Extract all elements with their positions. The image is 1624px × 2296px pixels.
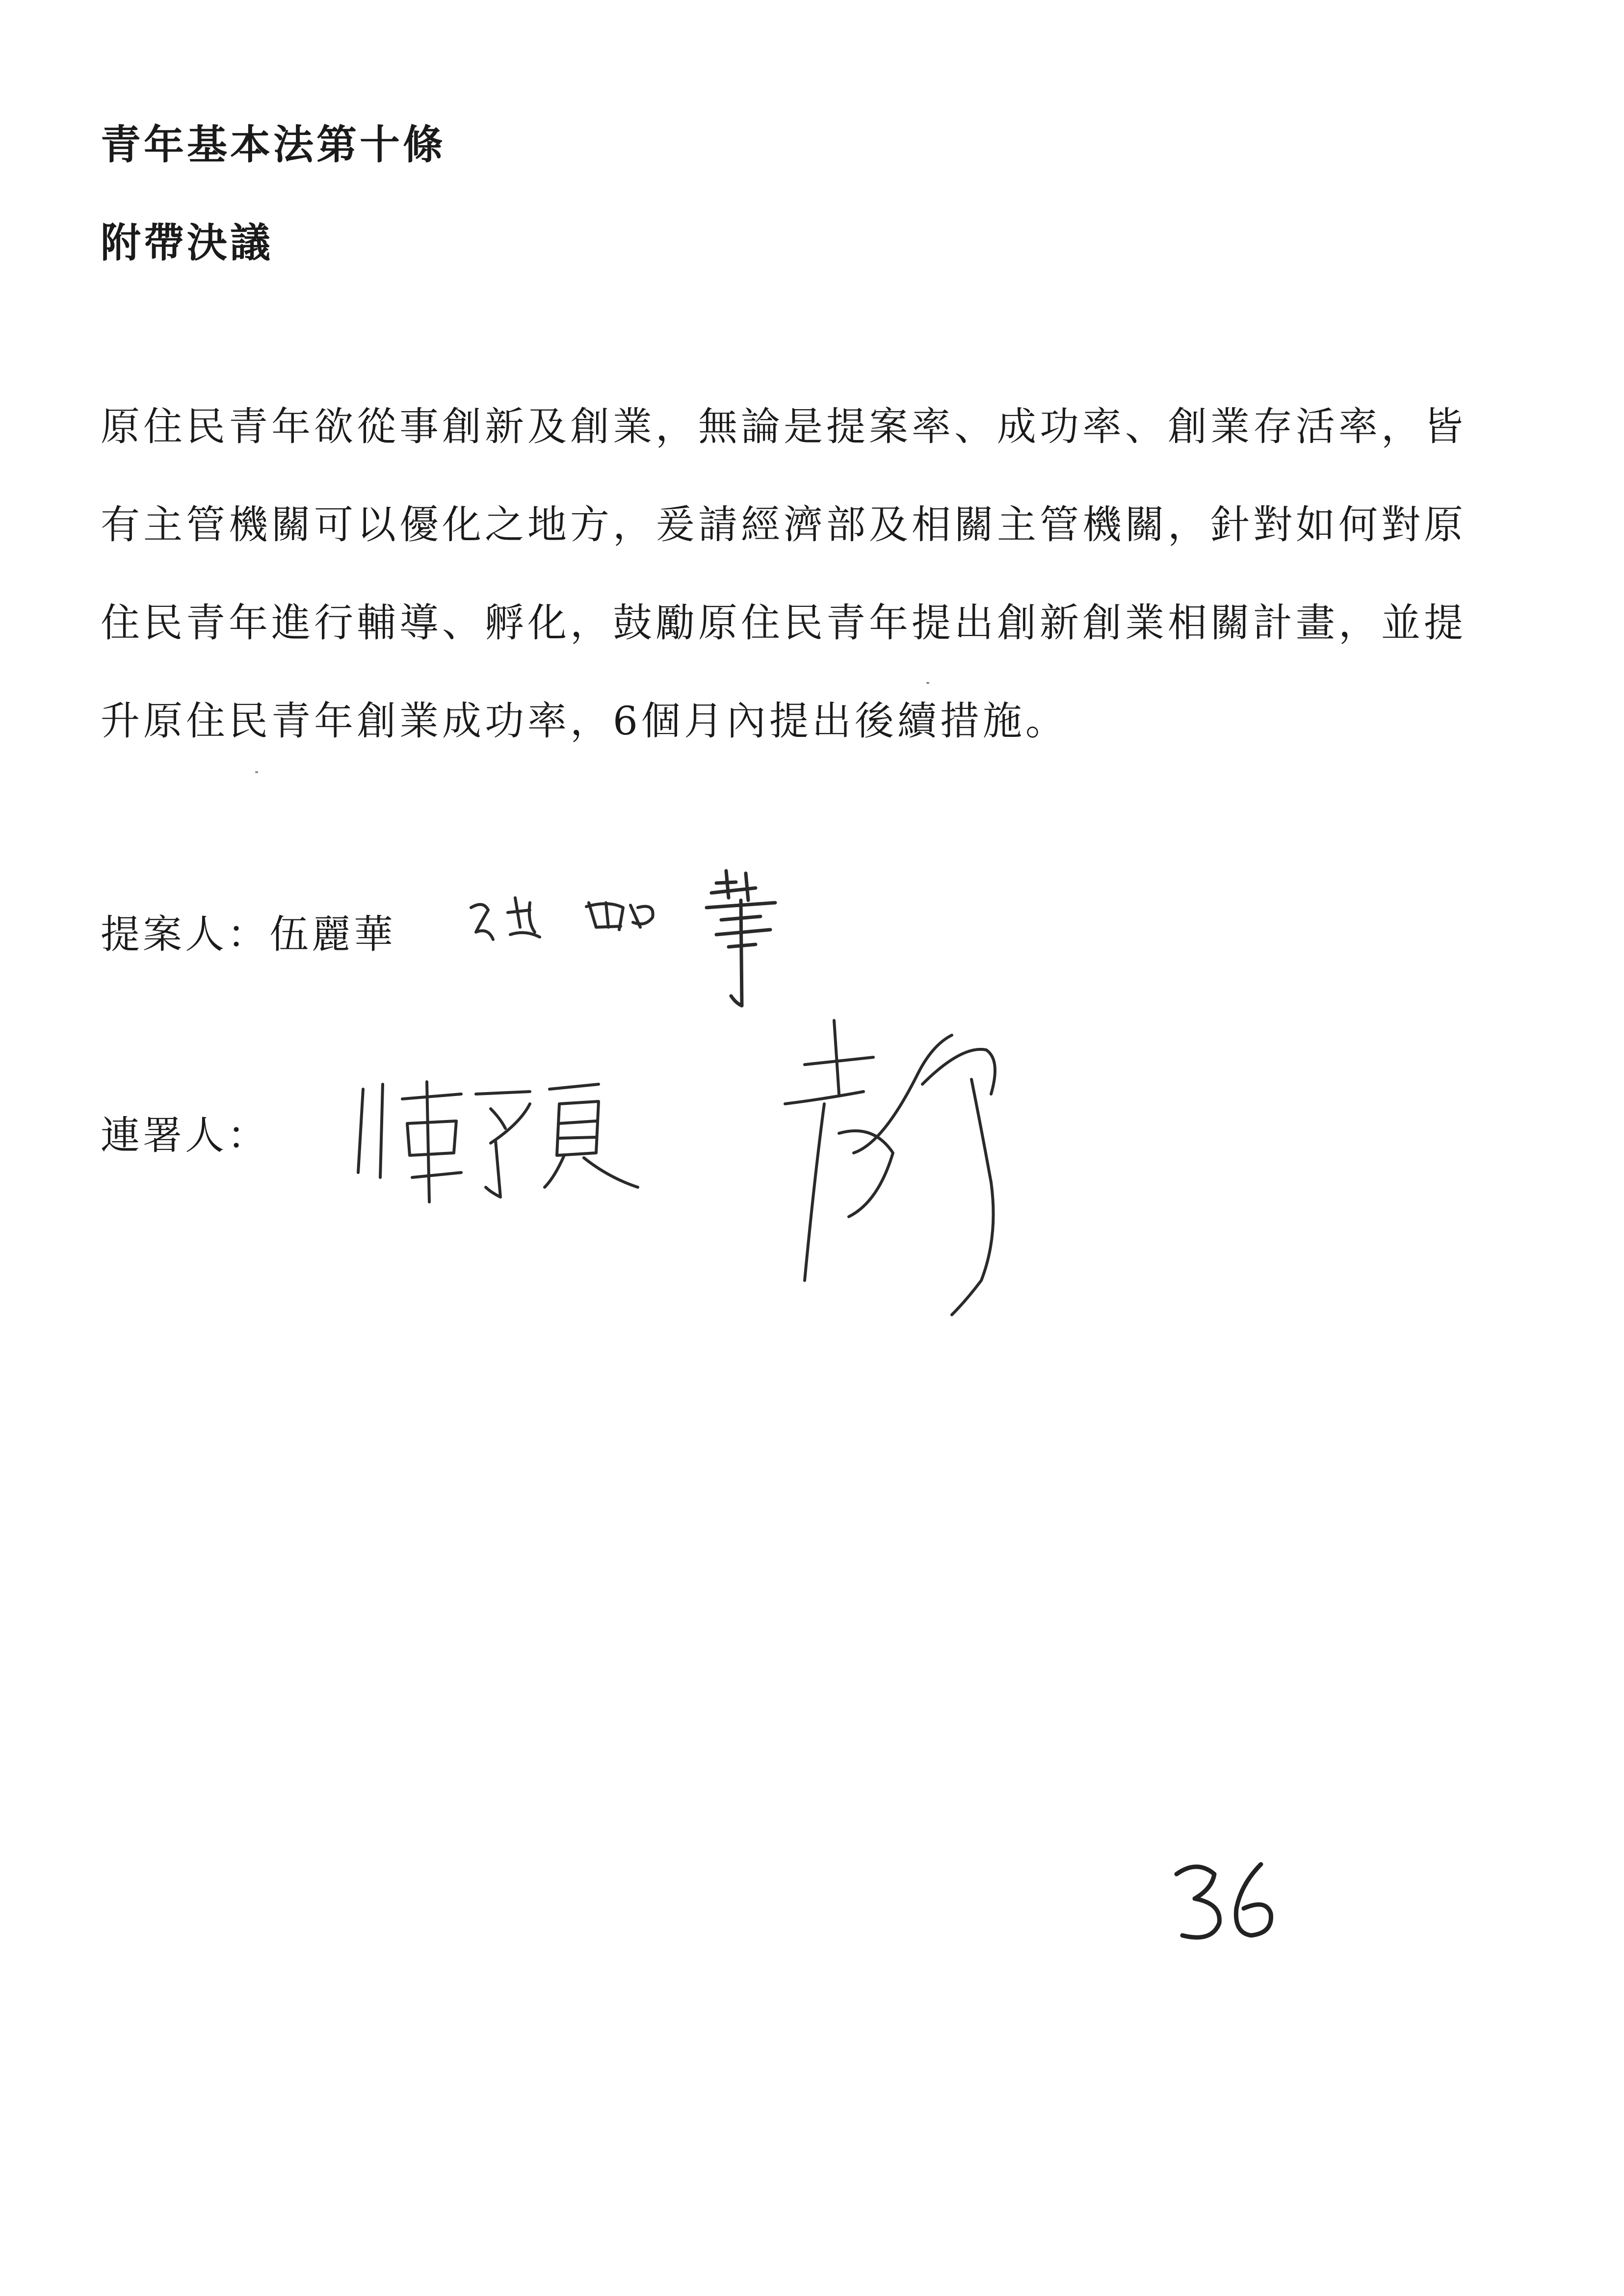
signature-cosigner-2-icon xyxy=(775,1006,1030,1339)
body-line: 有主管機關可以優化之地方，爰請經濟部及相關主管機關，針對如何對原 xyxy=(101,502,1467,548)
body-line: 原住民青年欲從事創新及創業，無論是提案率、成功率、創業存活率，皆 xyxy=(101,404,1467,449)
document-subtitle: 附帶決議 xyxy=(101,219,274,266)
scan-speck xyxy=(926,682,929,684)
proposer-row xyxy=(101,903,396,959)
proposer-name: 伍麗華 xyxy=(269,912,396,957)
document-title: 青年基本法第十條 xyxy=(101,121,446,168)
body-line: 升原住民青年創業成功率，6個月內提出後續措施。 xyxy=(101,698,1068,744)
resolution-body xyxy=(101,404,1514,800)
scan-speck xyxy=(255,771,258,773)
signature-proposer-icon xyxy=(461,854,814,1016)
signature-cosigner-1-icon xyxy=(343,1055,657,1217)
cosigner-row xyxy=(101,1104,269,1160)
page-number xyxy=(1168,1854,1295,1953)
proposer-label: 提案人： xyxy=(101,912,269,957)
body-line: 住民青年進行輔導、孵化，鼓勵原住民青年提出創新創業相關計畫，並提 xyxy=(101,600,1467,646)
cosigner-label: 連署人： xyxy=(101,1113,269,1158)
